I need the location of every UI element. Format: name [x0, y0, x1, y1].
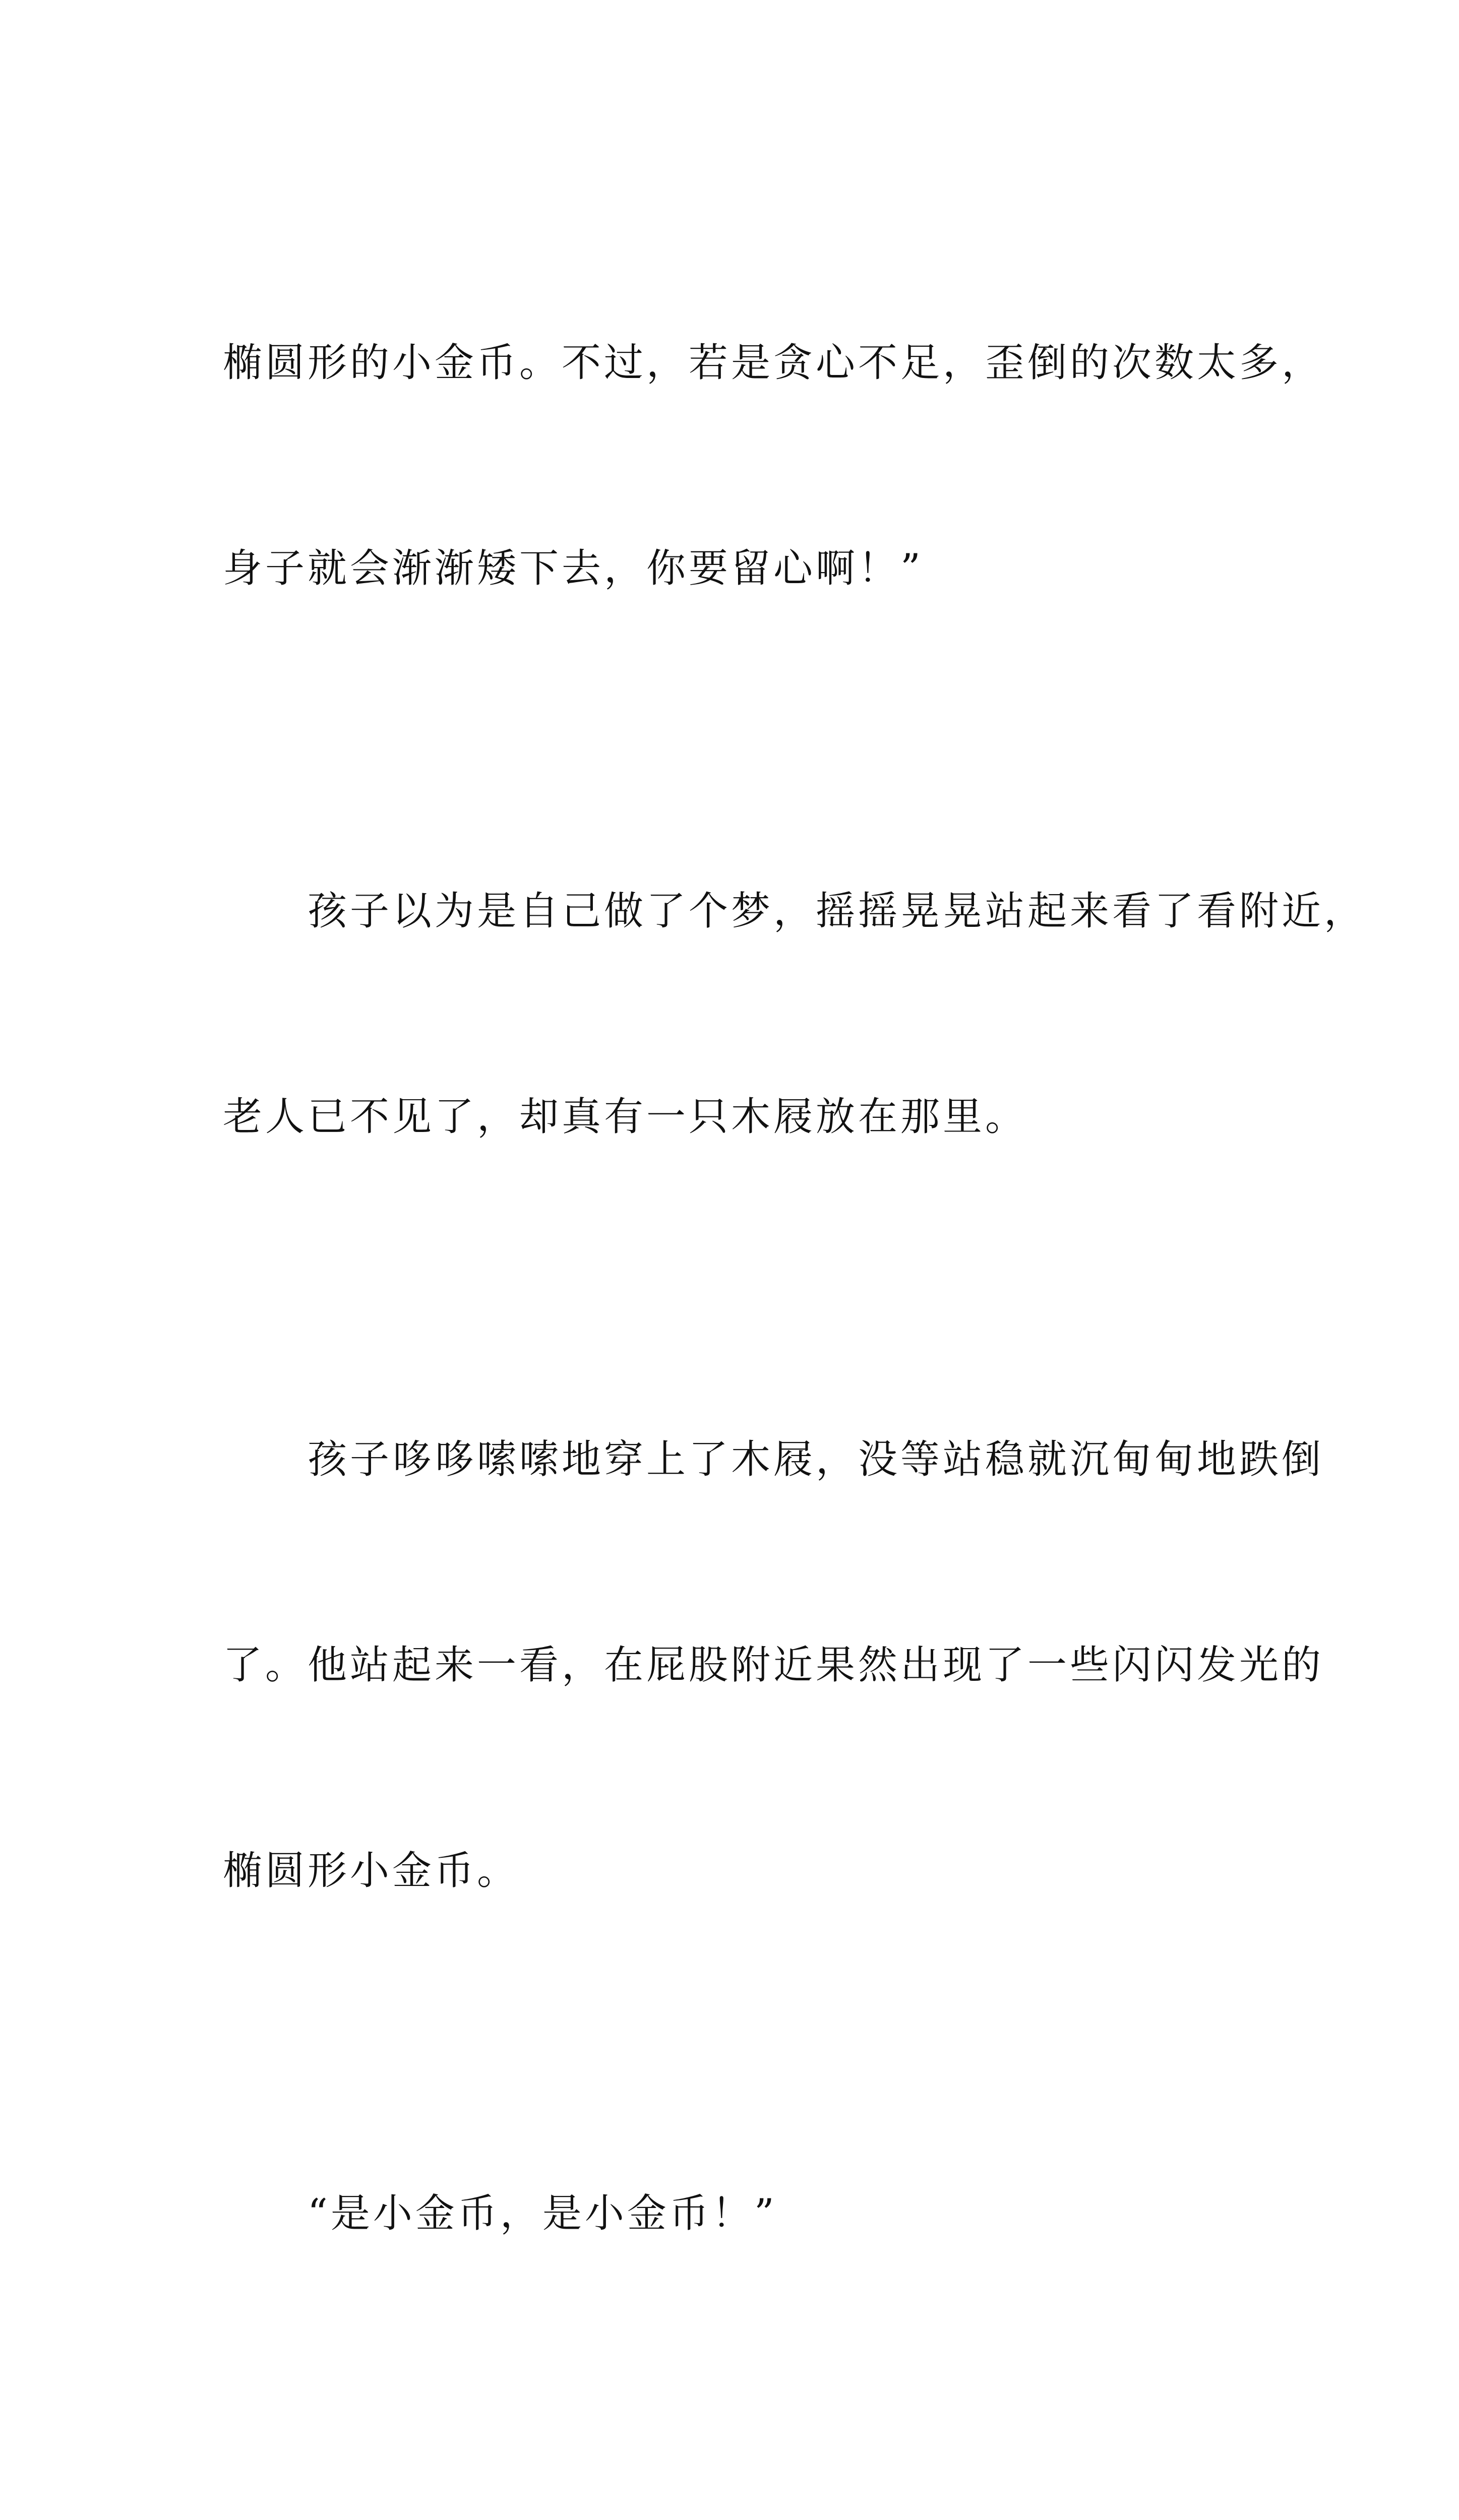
text-line: 身子就会渐渐矮下去，你要留心啊！” — [223, 546, 924, 591]
paragraph-1 — [223, 192, 1324, 740]
text-line: 孩子以为是自己做了个梦，摇摇晃晃站起来看了看附近， — [223, 889, 1367, 934]
text-line: 老人已不见了，却真有一只木屐放在那里。 — [223, 1094, 1028, 1140]
paragraph-5 — [223, 2385, 1282, 2520]
story-text — [223, 192, 1367, 2520]
paragraph-4 — [223, 2042, 1282, 2385]
paragraph-3 — [223, 1288, 1324, 2042]
text-line: 椭圆形的小金币。不过，若是贪心不足，歪倒的次数太多， — [223, 340, 1324, 386]
paragraph-2 — [223, 740, 1367, 1288]
text-line: 椭圆形小金币。 — [223, 1848, 520, 1894]
text-line: 孩子哆哆嗦嗦地穿上了木屐，没等站稳就沉甸甸地跌倒 — [223, 1437, 1324, 1482]
text-line: “是小金币，是小金币！” — [223, 2191, 777, 2236]
text-line: 了。他站起来一看，在屁股附近果然出现了一些闪闪发光的 — [223, 1643, 1324, 1688]
